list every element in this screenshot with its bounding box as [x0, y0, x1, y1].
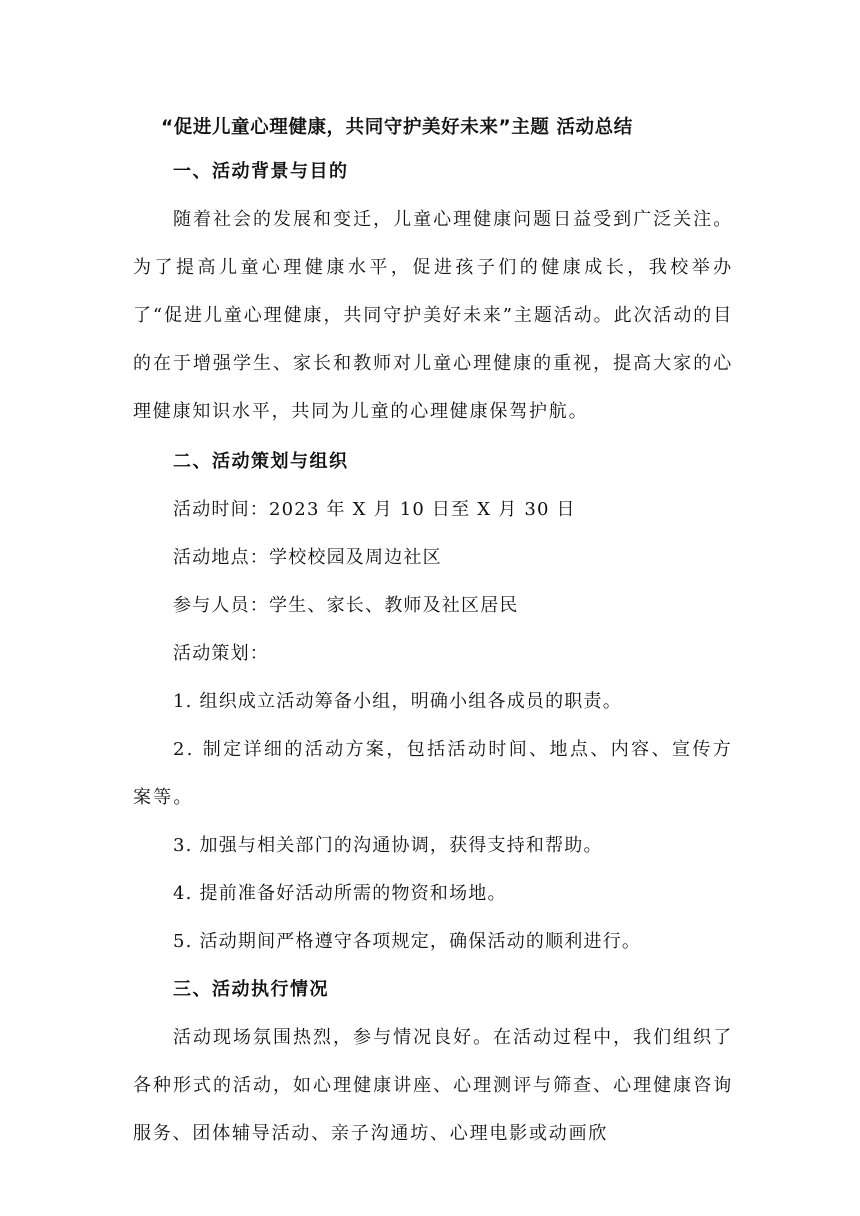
section-heading-execution: 三、活动执行情况 [173, 979, 329, 1000]
plan-item-2: 2. 制定详细的活动方案，包括活动时间、地点、内容、宣传方案等。 [133, 739, 733, 808]
activity-place: 活动地点：学校校园及周边社区 [173, 547, 442, 568]
paragraph-background: 随着社会的发展和变迁，儿童心理健康问题日益受到广泛关注。为了提高儿童心理健康水平，促进孩子们的健康成长，我校举办了“促进儿童心理健康，共同守护美好未来”主题活动。此次活动的目的在于增强学生、家长和教师对儿童心理健康的重视，提高大家的心理健康知识水平，共同为儿童的心理健康保驾护航。 [133, 209, 733, 422]
activity-time: 活动时间：2023 年 X 月 10 日至 X 月 30 日 [173, 499, 576, 520]
section-heading-planning: 二、活动策划与组织 [173, 451, 349, 472]
document-title: “促进儿童心理健康，共同守护美好未来”主题 活动总结 [161, 117, 633, 138]
activity-participants: 参与人员：学生、家长、教师及社区居民 [173, 595, 519, 616]
plan-item-4: 4. 提前准备好活动所需的物资和场地。 [173, 883, 507, 904]
plan-item-1: 1. 组织成立活动筹备小组，明确小组各成员的职责。 [173, 691, 622, 712]
document-body [133, 110, 733, 1170]
section-heading-background: 一、活动背景与目的 [173, 161, 349, 182]
plan-item-3: 3. 加强与相关部门的沟通协调，获得支持和帮助。 [173, 835, 603, 856]
plan-item-5: 5. 活动期间严格遵守各项规定，确保活动的顺利进行。 [173, 931, 642, 952]
paragraph-execution: 活动现场氛围热烈，参与情况良好。在活动过程中，我们组织了各种形式的活动，如心理健康讲座、心理测评与筛查、心理健康咨询服务、团体辅导活动、亲子沟通坊、心理电影或动画欣 [133, 1027, 733, 1144]
activity-plan-label: 活动策划： [173, 643, 269, 664]
